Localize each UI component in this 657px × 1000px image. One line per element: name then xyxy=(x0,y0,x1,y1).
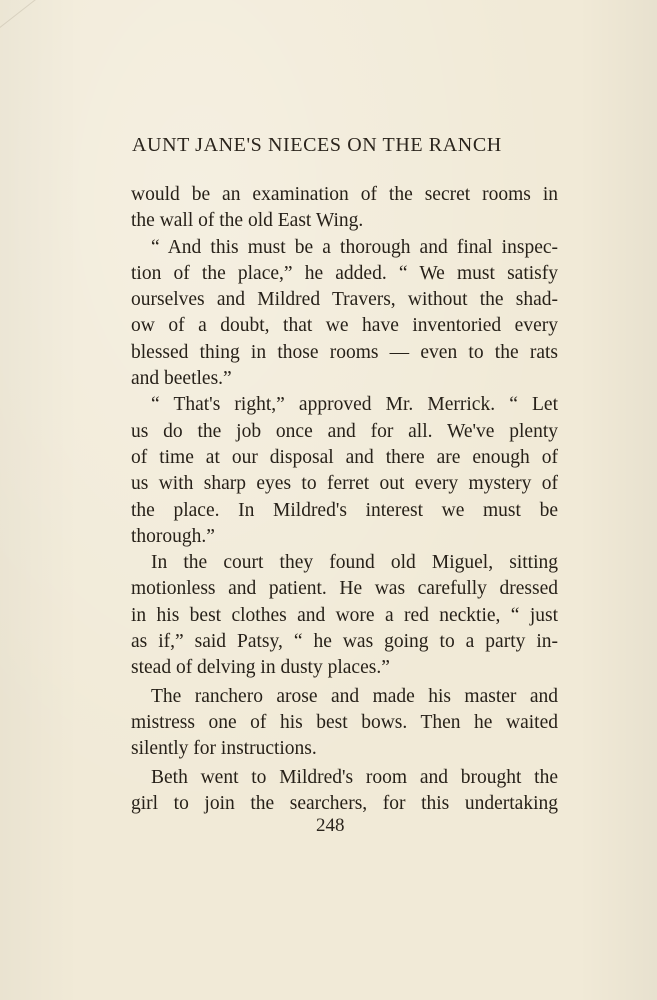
text-line: motionless and patient. He was carefully dressed xyxy=(131,578,558,600)
text-line: “ And this must be a thorough and final inspec- xyxy=(151,236,558,258)
text-line: Beth went to Mildred's room and brought the xyxy=(151,766,558,788)
text-line: blessed thing in those rooms — even to the rats xyxy=(131,341,558,363)
text-line: us do the job once and for all. We've plenty xyxy=(131,420,558,442)
text-line: ow of a doubt, that we have inventoried every xyxy=(131,315,558,337)
text-line: stead of delving in dusty places.” xyxy=(131,657,390,679)
page-fold-mark xyxy=(0,0,110,59)
text-line: ourselves and Mildred Travers, without the shad- xyxy=(131,289,558,311)
running-header: AUNT JANE'S NIECES ON THE RANCH xyxy=(132,134,502,156)
text-line: would be an examination of the secret rooms in xyxy=(131,184,558,205)
text-line: of time at our disposal and there are enough of xyxy=(131,446,558,468)
text-line: as if,” said Patsy, “ he was going to a party in- xyxy=(131,631,558,653)
text-line: mistress one of his best bows. Then he waited xyxy=(131,711,558,733)
text-line: in his best clothes and wore a red necktie, “ just xyxy=(131,604,558,626)
text-line: “ That's right,” approved Mr. Merrick. “ Let xyxy=(151,394,558,416)
text-line: tion of the place,” he added. “ We must satisfy xyxy=(131,262,558,284)
text-line: The ranchero arose and made his master and xyxy=(151,685,558,707)
text-line: In the court they found old Miguel, sitting xyxy=(151,552,558,574)
text-line: and beetles.” xyxy=(131,368,232,390)
text-line: thorough.” xyxy=(131,525,215,547)
text-line: the place. In Mildred's interest we must be xyxy=(131,499,558,521)
body-text xyxy=(131,182,558,817)
text-line: silently for instructions. xyxy=(131,738,317,760)
text-line: the wall of the old East Wing. xyxy=(131,210,364,232)
text-line: us with sharp eyes to ferret out every mystery of xyxy=(131,473,558,495)
text-line: girl to join the searchers, for this undertaking xyxy=(131,792,558,814)
page-number: 248 xyxy=(316,815,345,836)
